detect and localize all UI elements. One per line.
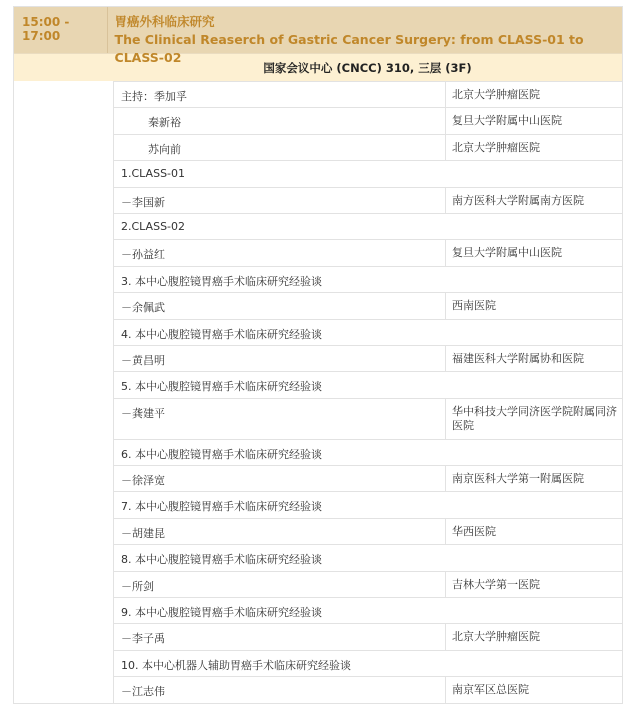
time-column-spacer [14, 81, 114, 703]
talk-topic: 9. 本中心腹腔镜胃癌手术临床研究经验谈 [121, 606, 322, 620]
schedule-table [13, 6, 623, 704]
talk-topic-row [114, 371, 622, 397]
talk-topic-row [114, 439, 622, 465]
talk-topic: 3. 本中心腹腔镜胃癌手术临床研究经验谈 [121, 274, 322, 288]
talk-topic: 8. 本中心腹腔镜胃癌手术临床研究经验谈 [121, 553, 322, 567]
speaker-name: －李国新 [121, 195, 165, 209]
chair-row [114, 134, 622, 160]
talk-topic-row [114, 266, 622, 292]
speaker-name: －李子禹 [121, 632, 165, 646]
speaker-affiliation: 南京医科大学第一附属医院 [445, 466, 622, 491]
speaker-affiliation: 南方医科大学附属南方医院 [445, 188, 622, 213]
speaker-affiliation: 吉林大学第一医院 [445, 572, 622, 597]
speaker-name: －黄昌明 [121, 353, 165, 367]
venue: 国家会议中心 (CNCC) 310, 三层 (3F) [14, 53, 622, 81]
speaker-row [114, 571, 622, 597]
speaker-name: －余佩武 [121, 301, 165, 315]
speaker-name: －孙益红 [121, 248, 165, 262]
chair-row [114, 107, 622, 133]
speaker-row [114, 239, 622, 265]
talk-topic: 5. 本中心腹腔镜胃癌手术临床研究经验谈 [121, 380, 322, 394]
chair-affiliation: 北京大学肿瘤医院 [445, 135, 622, 160]
speaker-row [114, 465, 622, 491]
chair-affiliation: 复旦大学附属中山医院 [445, 108, 622, 133]
session-title [108, 7, 622, 65]
talk-topic-row [114, 491, 622, 517]
chair-row [114, 81, 622, 107]
speaker-row [114, 623, 622, 649]
speaker-name: －江志伟 [121, 685, 165, 699]
speaker-affiliation: 华西医院 [445, 519, 622, 544]
speaker-name: －龚建平 [121, 406, 165, 420]
speaker-affiliation: 南京军区总医院 [445, 677, 622, 702]
speaker-name: －胡建昆 [121, 526, 165, 540]
chair-name: 秦新裕 [148, 116, 181, 130]
speaker-row [114, 398, 622, 439]
chair-name: 苏向前 [148, 142, 181, 156]
talk-topic-row [114, 544, 622, 570]
talk-topic-row [114, 597, 622, 623]
speaker-name: －所剑 [121, 579, 154, 593]
speaker-affiliation: 西南医院 [445, 293, 622, 318]
session-header [14, 7, 622, 65]
chair-name: 主持：季加孚 [121, 90, 187, 103]
session-title-cn: 胃癌外科临床研究 [114, 14, 215, 29]
talk-topic: 1.CLASS-01 [121, 167, 186, 181]
speaker-row [114, 676, 622, 702]
speaker-name: －徐泽宽 [121, 474, 165, 488]
chair-affiliation: 北京大学肿瘤医院 [445, 82, 622, 107]
speaker-affiliation: 复旦大学附属中山医院 [445, 240, 622, 265]
speaker-row [114, 518, 622, 544]
talk-topic-row [114, 213, 622, 239]
talk-topic: 4. 本中心腹腔镜胃癌手术临床研究经验谈 [121, 327, 322, 341]
talk-topic-row [114, 319, 622, 345]
talk-topic: 10. 本中心机器人辅助胃癌手术临床研究经验谈 [121, 658, 351, 672]
speaker-affiliation: 北京大学肿瘤医院 [445, 624, 622, 649]
talk-topic: 7. 本中心腹腔镜胃癌手术临床研究经验谈 [121, 500, 322, 514]
speaker-row [114, 345, 622, 371]
talk-topic-row [114, 160, 622, 186]
speaker-row [114, 187, 622, 213]
talk-topic: 2.CLASS-02 [121, 219, 186, 233]
talk-topic: 6. 本中心腹腔镜胃癌手术临床研究经验谈 [121, 447, 322, 461]
session-title-en: The Clinical Reaserch of Gastric Cancer Surgery: from CLASS-01 to CLASS-02 [114, 32, 584, 65]
speaker-row [114, 292, 622, 318]
speaker-affiliation: 华中科技大学同济医学院附属同济医院 [445, 399, 622, 439]
session-time: 15:00 - 17:00 [14, 7, 108, 53]
speaker-affiliation: 福建医科大学附属协和医院 [445, 346, 622, 371]
talk-topic-row [114, 650, 622, 676]
